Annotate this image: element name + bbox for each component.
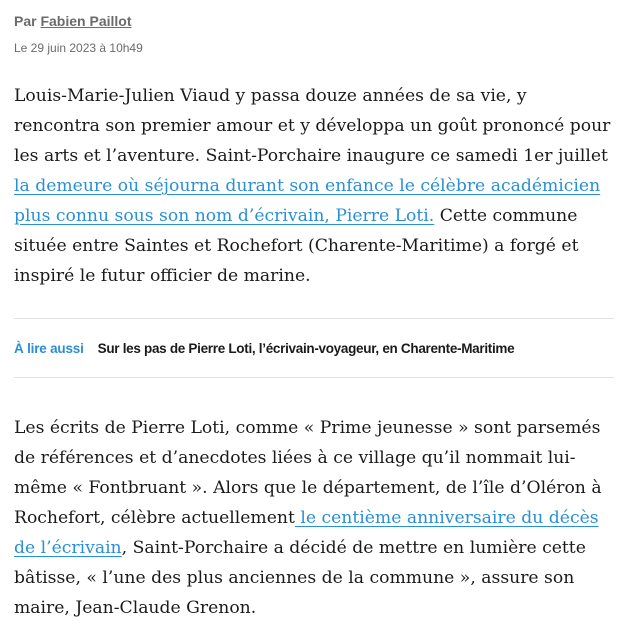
paragraph-2	[14, 413, 614, 623]
paragraph-1	[14, 81, 614, 291]
also-read-kicker: À lire aussi	[14, 340, 84, 356]
author-link[interactable]: Fabien Paillot	[40, 13, 132, 29]
paragraph-2-text-after: , Saint-Porchaire a décidé de mettre en lumière cette bâtisse, « l’une des plus anciennes de la commune », assure son maire, Jean-Claude Grenon.	[14, 538, 586, 618]
paragraph-1-text-after: Cette commune située entre Saintes et Rochefort (Charente-Maritime) a forgé et inspiré le futur officier de marine.	[14, 206, 579, 286]
publish-date: Le 29 juin 2023 à 10h49	[14, 41, 143, 55]
article	[14, 0, 614, 623]
also-read-link[interactable]: Sur les pas de Pierre Loti, l’écrivain-voyageur, en Charente-Maritime	[97, 340, 515, 356]
byline	[14, 12, 614, 30]
paragraph-2-text-before: Les écrits de Pierre Loti, comme « Prime jeunesse » sont parsemés de références et d’anecdotes liées à ce village qu’il nommait lui-même « Fontbruant ». Alors que le département, de l’île d’Oléron à Rochefort, célèbre actuellement	[14, 418, 602, 528]
paragraph-2-link[interactable]: le centième anniversaire du décès de l’écrivain	[14, 508, 599, 558]
also-read-box	[14, 318, 614, 378]
paragraph-1-text-before: Louis-Marie-Julien Viaud y passa douze années de sa vie, y rencontra son premier amour et y développa un goût prononcé pour les arts et l’aventure. Saint-Porchaire inaugure ce samedi 1er juillet	[14, 86, 611, 166]
paragraph-1-link[interactable]: la demeure où séjourna durant son enfance le célèbre académicien plus connu sous son nom d’écrivain, Pierre Loti.	[14, 176, 601, 226]
byline-prefix: Par	[14, 13, 37, 29]
